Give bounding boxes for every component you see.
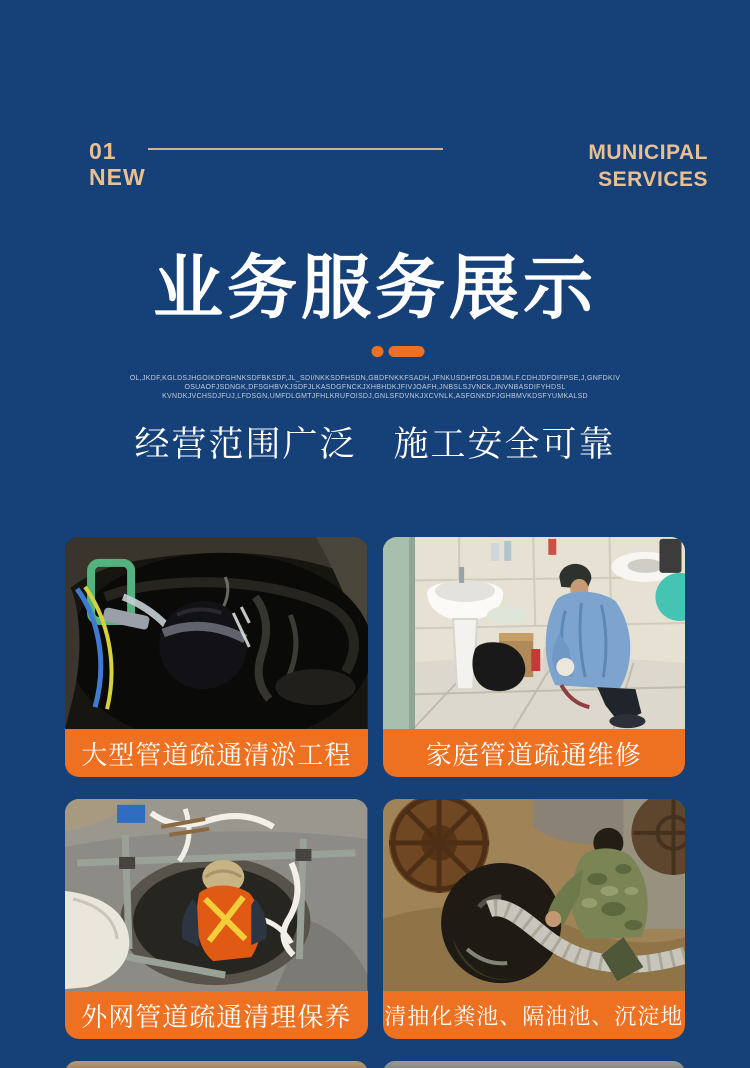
section-index-label: NEW — [89, 164, 146, 191]
fine-print-line: KVNDKJVCHSDJFUJ,LFDSGN,UMFDLGMTJFHLKRUFOISDJ,GNLSFDVNKJXCVNLK,ASFGNKDFJGHBMVKDSFYUMKALSD — [162, 393, 588, 400]
header-divider-line — [148, 148, 443, 150]
next-row-partial — [65, 1061, 685, 1068]
service-cards-grid — [65, 537, 685, 1039]
service-card-large-pipe-dredging[interactable] — [65, 537, 368, 777]
septic-tank-pumping-illustration — [383, 799, 686, 991]
large-pipe-dredging-photo — [65, 537, 368, 729]
home-pipe-repair-photo — [383, 537, 686, 729]
fine-print-line: OL,JKDF,KGLDSJHGOIKDFGHNKSDFBKSDF,JL_SDI/NKKSDFHSDN,GBDFNKKFSADH,JFNKUSDHFOSLDBJMLF.CDHJDFOIFPSE,J,GNFDKIV — [129, 375, 621, 382]
street-manhole-worker-illustration — [65, 799, 368, 991]
service-card-septic-tank-cleaning[interactable] — [383, 799, 686, 1039]
services-text: SERVICES — [598, 167, 708, 191]
manhole-dredging-illustration — [65, 537, 368, 729]
service-card-partial-left[interactable] — [65, 1061, 368, 1068]
title-accent-dashes — [372, 346, 425, 357]
service-card-external-pipe-maintenance[interactable] — [65, 799, 368, 1039]
external-pipe-maintenance-photo — [65, 799, 368, 991]
decorative-fine-print — [0, 374, 750, 401]
municipal-text: MUNICIPAL — [588, 141, 708, 164]
service-card-partial-right[interactable] — [383, 1061, 686, 1068]
service-card-label: 大型管道疏通清淤工程 — [65, 729, 368, 777]
section-index — [89, 138, 146, 191]
page-title: 业务服务展示 — [153, 249, 597, 327]
accent-dash — [389, 346, 425, 357]
service-card-label: 清抽化粪池、隔油池、沉淀地 — [383, 991, 686, 1039]
service-card-home-pipe-repair[interactable] — [383, 537, 686, 777]
service-card-label: 外网管道疏通清理保养 — [65, 991, 368, 1039]
septic-tank-cleaning-photo — [383, 799, 686, 991]
section-subtitle-en — [588, 140, 708, 194]
bathroom-repair-illustration — [383, 537, 686, 729]
page-subtitle: 经营范围广泛 施工安全可靠 — [134, 425, 616, 464]
accent-dot — [372, 346, 384, 357]
service-card-label: 家庭管道疏通维修 — [383, 729, 686, 777]
fine-print-line: OSUAOFJSDNGK,DFSGHBVKJSDFJLKASDGFNCKJXHBHDKJFIVJOAFH,JNBSLSJVNCK,JNVNBASDIFYHDSL — [184, 384, 566, 391]
section-index-number: 01 — [89, 138, 117, 164]
